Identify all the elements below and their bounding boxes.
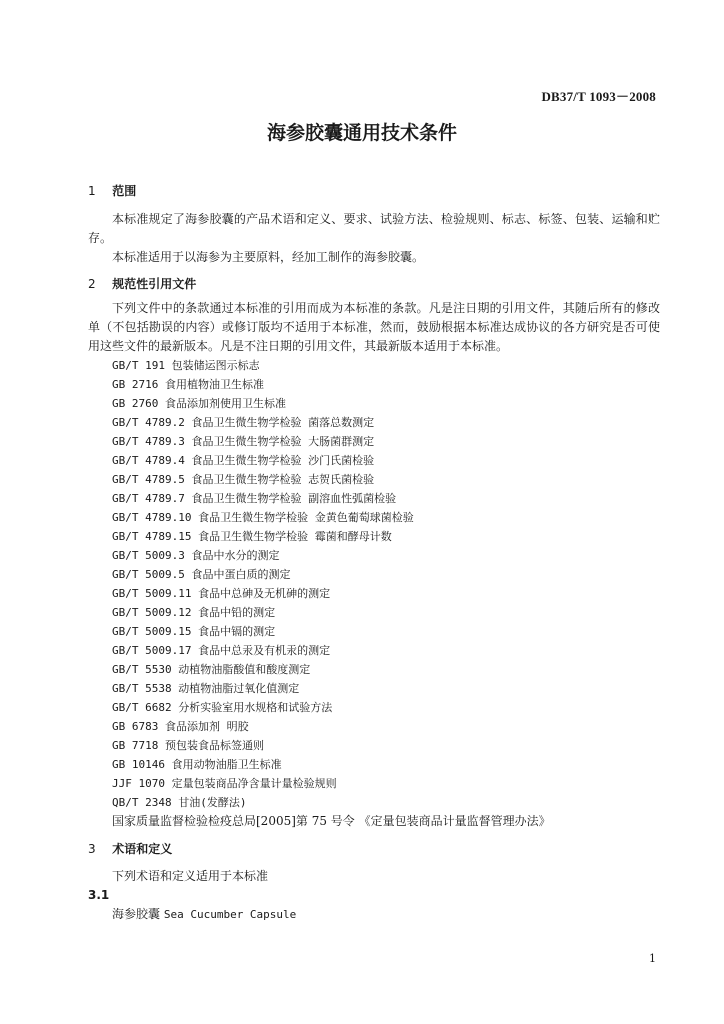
standard-code: DB37/T 1093－2008 xyxy=(541,89,656,104)
reference-item: GB/T 4789.5 食品卫生微生物学检验 志贺氏菌检验 xyxy=(112,473,375,486)
reference-item: GB/T 5009.3 食品中水分的测定 xyxy=(112,549,280,562)
scope-paragraph: 本标准适用于以海参为主要原料，经加工制作的海参胶囊。 xyxy=(112,250,425,264)
reference-item: GB/T 4789.7 食品卫生微生物学检验 副溶血性弧菌检验 xyxy=(112,492,397,505)
reference-item: GB 7718 预包装食品标签通则 xyxy=(112,739,264,752)
section-number: 2 xyxy=(88,277,96,291)
section-heading-scope xyxy=(88,182,660,201)
reference-item: GB/T 191 包装储运图示标志 xyxy=(112,359,260,372)
reference-item: GB/T 5009.17 食品中总汞及有机汞的测定 xyxy=(112,644,331,657)
section-heading-terms xyxy=(88,840,660,859)
normative-intro: 下列文件中的条款通过本标准的引用而成为本标准的条款。凡是注日期的引用文件，其随后所有的修改单（不包括勘误的内容）或修订版均不适用于本标准，然而，鼓励根据本标准达成协议的各方研究是否可使用这些文件的最新版本。凡是不注日期的引用文件，其最新版本适用于本标准。 xyxy=(88,301,660,353)
reference-item: GB 10146 食用动物油脂卫生标准 xyxy=(112,758,282,771)
section-title: 术语和定义 xyxy=(112,842,173,856)
reference-item: GB/T 4789.15 食品卫生微生物学检验 霉菌和酵母计数 xyxy=(112,530,392,543)
reference-item: GB/T 4789.2 食品卫生微生物学检验 菌落总数测定 xyxy=(112,416,375,429)
term-chinese: 海参胶囊 xyxy=(112,907,161,921)
reference-item: GB 6783 食品添加剂 明胶 xyxy=(112,720,249,733)
term-english: Sea Cucumber Capsule xyxy=(163,908,297,921)
reference-item: 国家质量监督检验检疫总局[2005]第 75 号令 《定量包装商品计量监督管理办法》 xyxy=(112,814,551,828)
reference-item: GB/T 6682 分析实验室用水规格和试验方法 xyxy=(112,701,333,714)
reference-item: GB/T 5530 动植物油脂酸值和酸度测定 xyxy=(112,663,311,676)
reference-item: GB/T 5538 动植物油脂过氧化值测定 xyxy=(112,682,300,695)
reference-item: GB/T 4789.10 食品卫生微生物学检验 金黄色葡萄球菌检验 xyxy=(112,511,414,524)
reference-item: GB 2760 食品添加剂使用卫生标准 xyxy=(112,397,286,410)
reference-item: QB/T 2348 甘油(发酵法) xyxy=(112,796,247,809)
section-title: 范围 xyxy=(112,184,137,198)
reference-item: GB/T 4789.4 食品卫生微生物学检验 沙门氏菌检验 xyxy=(112,454,375,467)
reference-item: JJF 1070 定量包装商品净含量计量检验规则 xyxy=(112,777,337,790)
document-body xyxy=(88,182,660,924)
section-heading-normative xyxy=(88,275,660,294)
section-title: 规范性引用文件 xyxy=(112,277,197,291)
scope-paragraph: 本标准规定了海参胶囊的产品术语和定义、要求、试验方法、检验规则、标志、标签、包装、运输和贮存。 xyxy=(88,212,660,245)
section-number: 1 xyxy=(88,184,96,198)
page-number: 1 xyxy=(649,952,656,965)
section-number: 3 xyxy=(88,842,96,856)
reference-item: GB/T 5009.5 食品中蛋白质的测定 xyxy=(112,568,291,581)
reference-item: GB 2716 食用植物油卫生标准 xyxy=(112,378,264,391)
document-title: 海参胶囊通用技术条件 xyxy=(266,122,457,144)
subsection-number: 3.1 xyxy=(88,888,110,902)
reference-list xyxy=(88,356,660,831)
reference-item: GB/T 5009.11 食品中总砷及无机砷的测定 xyxy=(112,587,331,600)
reference-item: GB/T 5009.12 食品中铅的测定 xyxy=(112,606,276,619)
terms-intro: 下列术语和定义适用于本标准 xyxy=(112,869,269,883)
term-definition-line xyxy=(88,905,660,924)
reference-item: GB/T 5009.15 食品中镉的测定 xyxy=(112,625,276,638)
reference-item: GB/T 4789.3 食品卫生微生物学检验 大肠菌群测定 xyxy=(112,435,375,448)
